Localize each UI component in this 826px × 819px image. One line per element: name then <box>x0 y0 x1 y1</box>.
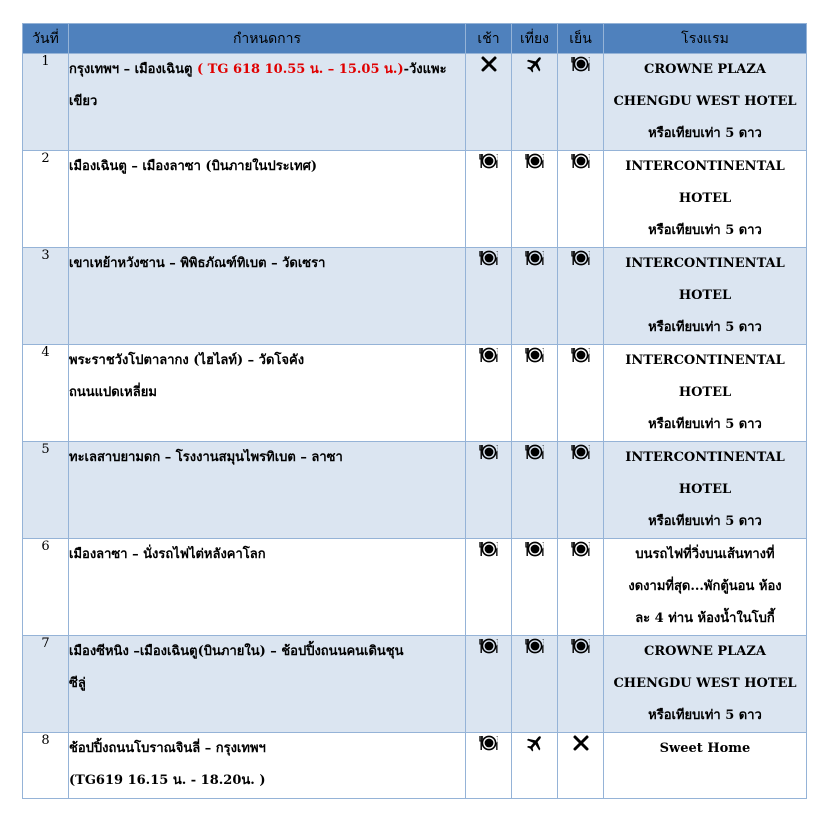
program-text: ซีลู่ <box>69 676 86 691</box>
dinner-cell <box>558 539 604 636</box>
dish-icon <box>479 733 499 753</box>
lunch-cell <box>512 539 558 636</box>
hotel-note: ละ 4 ท่าน ห้องน้ำในโบกี้ <box>635 611 775 626</box>
hotel-name: HOTEL <box>678 385 732 400</box>
day-number: 1 <box>23 54 69 151</box>
table-row <box>23 151 807 248</box>
hotel-name: CHENGDU WEST HOTEL <box>613 94 797 109</box>
program-cell <box>69 54 466 151</box>
program-text: เมืองลาซา – นั่งรถไฟไต่หลังคาโลก <box>69 547 266 562</box>
lunch-cell <box>512 733 558 799</box>
dish-icon <box>525 151 545 171</box>
breakfast-cell <box>466 248 512 345</box>
day-number: 5 <box>23 442 69 539</box>
hotel-cell <box>604 539 807 636</box>
lunch-cell <box>512 442 558 539</box>
hotel-grade: หรือเทียบเท่า 5 ดาว <box>648 223 762 238</box>
airplane-icon <box>525 733 545 753</box>
dish-icon <box>479 539 499 559</box>
dish-icon <box>479 345 499 365</box>
day-number: 8 <box>23 733 69 799</box>
dish-icon <box>525 539 545 559</box>
lunch-cell <box>512 151 558 248</box>
breakfast-cell <box>466 345 512 442</box>
hotel-cell <box>604 636 807 733</box>
hotel-grade: หรือเทียบเท่า 5 ดาว <box>648 514 762 529</box>
dish-icon <box>525 442 545 462</box>
table-row <box>23 636 807 733</box>
table-row <box>23 248 807 345</box>
hotel-note: บนรถไฟที่วิ่งบนเส้นทางที่ <box>635 547 775 562</box>
dinner-cell <box>558 345 604 442</box>
header-row <box>23 24 807 54</box>
hotel-name: CROWNE PLAZA <box>644 62 766 77</box>
program-text: พระราชวังโปตาลากง (ไฮไลท์) – วัดโจคัง <box>69 353 305 368</box>
hotel-cell <box>604 442 807 539</box>
flight-info: (TG619 16.15 น. - 18.20น. ) <box>69 773 266 788</box>
dish-icon <box>479 248 499 268</box>
program-text: -วังแพะเขียว <box>69 62 447 109</box>
header-day: วันที่ <box>23 24 69 54</box>
lunch-cell <box>512 248 558 345</box>
hotel-name: HOTEL <box>678 482 732 497</box>
dish-icon <box>571 151 591 171</box>
hotel-name: Sweet Home <box>659 741 751 756</box>
dinner-cell <box>558 248 604 345</box>
dish-icon <box>571 442 591 462</box>
program-cell <box>69 733 466 799</box>
dish-icon <box>525 345 545 365</box>
hotel-name: CHENGDU WEST HOTEL <box>613 676 797 691</box>
header-dinner: เย็น <box>558 24 604 54</box>
dish-icon <box>571 636 591 656</box>
dish-icon <box>571 248 591 268</box>
program-cell <box>69 248 466 345</box>
program-cell <box>69 345 466 442</box>
breakfast-cell <box>466 636 512 733</box>
hotel-cell <box>604 345 807 442</box>
program-text: เมืองซีหนิง –เมืองเฉินตู(บินภายใน) – ช้อปปิ้งถนนคนเดินชุน <box>69 644 404 659</box>
x-icon <box>571 733 591 753</box>
dish-icon <box>525 248 545 268</box>
header-program: กำหนดการ <box>69 24 466 54</box>
table-row <box>23 345 807 442</box>
hotel-grade: หรือเทียบเท่า 5 ดาว <box>648 320 762 335</box>
program-text: ถนนแปดเหลี่ยม <box>69 385 157 400</box>
header-hotel: โรงแรม <box>604 24 807 54</box>
dinner-cell <box>558 733 604 799</box>
day-number: 3 <box>23 248 69 345</box>
dinner-cell <box>558 442 604 539</box>
program-text: เขาเหย้าหวังซาน – พิพิธภัณฑ์ทิเบต – วัดเซรา <box>69 256 326 271</box>
program-cell <box>69 442 466 539</box>
day-number: 2 <box>23 151 69 248</box>
dish-icon <box>571 54 591 74</box>
hotel-cell <box>604 248 807 345</box>
breakfast-cell <box>466 54 512 151</box>
table-row <box>23 442 807 539</box>
program-text: เมืองเฉินตู – เมืองลาซา (บินภายในประเทศ) <box>69 159 318 174</box>
program-cell <box>69 539 466 636</box>
x-icon <box>479 54 499 74</box>
hotel-name: INTERCONTINENTAL <box>625 450 785 465</box>
hotel-grade: หรือเทียบเท่า 5 ดาว <box>648 417 762 432</box>
table-row <box>23 539 807 636</box>
program-text: ทะเลสาบยามดก – โรงงานสมุนไพรทิเบต – ลาซา <box>69 450 343 465</box>
airplane-icon <box>525 54 545 74</box>
flight-info: ( TG 618 10.55 น. – 15.05 น.) <box>196 62 404 77</box>
program-text: ช้อปปิ้งถนนโบราณจินลี่ – กรุงเทพฯ <box>69 741 266 756</box>
hotel-name: INTERCONTINENTAL <box>625 353 785 368</box>
dish-icon <box>571 345 591 365</box>
day-number: 4 <box>23 345 69 442</box>
dinner-cell <box>558 151 604 248</box>
lunch-cell <box>512 345 558 442</box>
dinner-cell <box>558 636 604 733</box>
hotel-cell <box>604 151 807 248</box>
hotel-cell <box>604 54 807 151</box>
dish-icon <box>479 636 499 656</box>
breakfast-cell <box>466 539 512 636</box>
lunch-cell <box>512 54 558 151</box>
program-cell <box>69 151 466 248</box>
dish-icon <box>479 442 499 462</box>
dish-icon <box>571 539 591 559</box>
program-text: กรุงเทพฯ – เมืองเฉินตู <box>69 62 197 77</box>
table-row <box>23 733 807 799</box>
hotel-grade: หรือเทียบเท่า 5 ดาว <box>648 126 762 141</box>
hotel-name: INTERCONTINENTAL <box>625 256 785 271</box>
header-lunch: เที่ยง <box>512 24 558 54</box>
hotel-name: HOTEL <box>678 191 732 206</box>
dish-icon <box>525 636 545 656</box>
lunch-cell <box>512 636 558 733</box>
hotel-cell <box>604 733 807 799</box>
hotel-name: INTERCONTINENTAL <box>625 159 785 174</box>
itinerary-table <box>22 23 807 799</box>
day-number: 6 <box>23 539 69 636</box>
breakfast-cell <box>466 442 512 539</box>
hotel-note: งดงามที่สุด...พักตู้นอน ห้อง <box>628 579 782 594</box>
breakfast-cell <box>466 733 512 799</box>
hotel-grade: หรือเทียบเท่า 5 ดาว <box>648 708 762 723</box>
hotel-name: CROWNE PLAZA <box>644 644 766 659</box>
dish-icon <box>479 151 499 171</box>
breakfast-cell <box>466 151 512 248</box>
hotel-name: HOTEL <box>678 288 732 303</box>
dinner-cell <box>558 54 604 151</box>
program-cell <box>69 636 466 733</box>
table-row <box>23 54 807 151</box>
header-breakfast: เช้า <box>466 24 512 54</box>
day-number: 7 <box>23 636 69 733</box>
